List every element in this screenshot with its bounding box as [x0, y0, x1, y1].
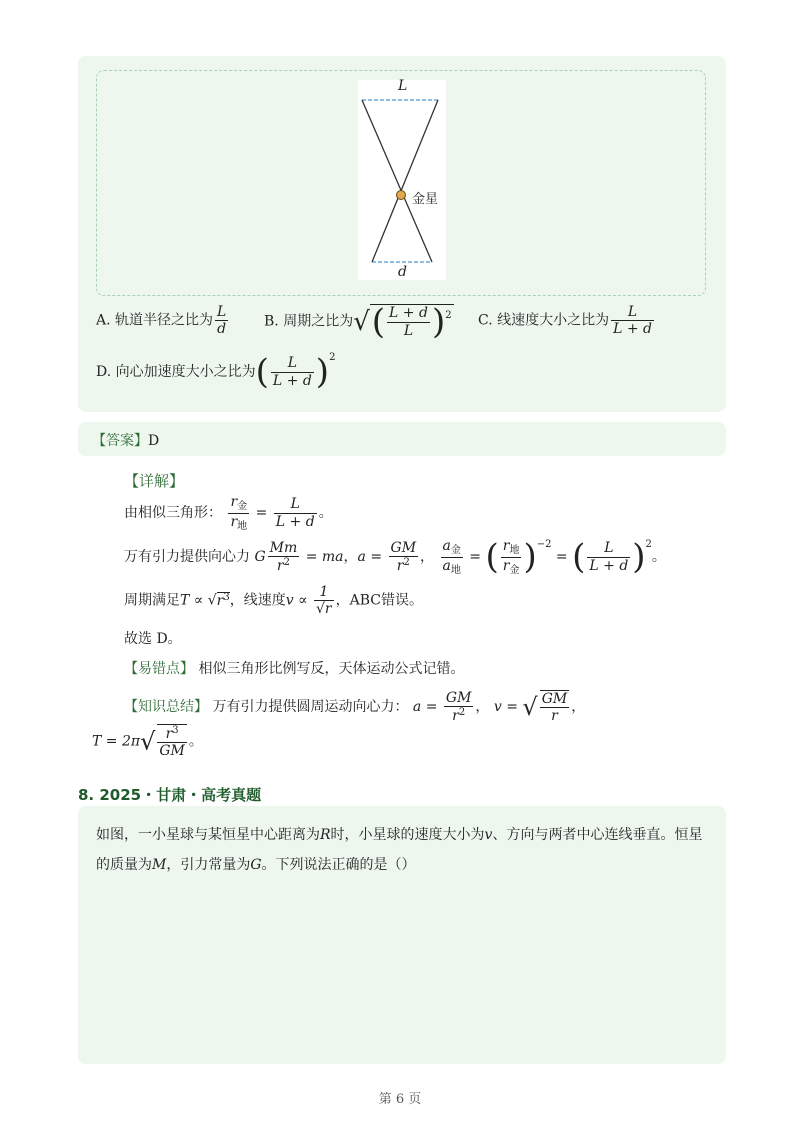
mistake-line	[124, 658, 464, 678]
option-a-text: A. 轨道半径之比为	[96, 312, 214, 329]
section-title: 8. 2025・甘肃・高考真题	[78, 786, 262, 804]
explanation-line-3: 周期满足$T \propto √r^3$，线速度v ∝ $\frac{1}{√r}$ ，ABC错误。	[124, 584, 424, 618]
q2-var-G: G	[250, 857, 262, 873]
option-a-formula: $\frac{L}{d}$	[217, 304, 227, 338]
explanation-heading: 【详解】	[124, 472, 185, 490]
answer-line	[92, 430, 159, 450]
option-c-text: C. 线速度大小之比为	[478, 312, 610, 329]
answer-bar	[78, 422, 726, 456]
q2-part-2: 时，小星球的速度大小为	[330, 827, 485, 843]
answer-label: 【答案】	[92, 433, 148, 449]
q2-part-1: 如图，一小星球与某恒星中心距离为	[96, 827, 320, 843]
explanation-line-4: 故选 D。	[124, 631, 182, 647]
sight-line-1	[362, 100, 432, 262]
q2-var-v: v	[484, 827, 493, 843]
summary-label: 【知识总结】	[124, 699, 208, 716]
venus-dot	[397, 191, 406, 200]
ratio-r: $\frac{r_金}{r_地}$	[230, 494, 248, 532]
ratio-L: $\frac{L}{L + d}$	[275, 496, 315, 530]
option-c	[478, 304, 656, 337]
label-venus: 金星	[412, 192, 439, 207]
explanation-line-3-text-b: ，线速度	[229, 592, 286, 609]
venus-diagram	[358, 80, 446, 280]
option-d	[96, 352, 336, 392]
q2-part-3: 、方向与两者中心连线垂直。恒星的质量为	[96, 827, 703, 873]
explanation-line-3-text-a: 周期满足	[124, 592, 180, 609]
explanation-line-2-text: 万有引力提供向心力	[124, 549, 250, 565]
mistake-label: 【易错点】	[124, 661, 194, 677]
explanation-line-1: 由相似三角形： $\frac{r_金}{r_地}$ = $\frac{L}{L + d}$ 。	[124, 494, 333, 532]
explanation-line-2: 万有引力提供向心力 G $\frac{Mm}{r^2}$ = ma，a = $\frac{GM}{r^2}$ ， $\frac{a_金}{a_地}$ = ( $\frac{r_地}{r_金}$ )$^{-2}$ = ( $\frac{L}{L + d}$ )$^2$。	[124, 537, 666, 577]
q2-var-M: M	[152, 857, 167, 873]
option-b-text: B. 周期之比为	[264, 313, 354, 330]
explanation-line-1-text: 由相似三角形：	[124, 505, 222, 521]
label-L: L	[398, 78, 408, 94]
option-b	[264, 302, 454, 342]
option-d-text: D. 向心加速度大小之比为	[96, 364, 256, 380]
option-a	[96, 304, 230, 337]
option-b-formula: √( $\frac{L + d}{L}$ )$^2$	[353, 302, 452, 342]
mistake-text: 相似三角形比例写反，天体运动公式记错。	[198, 661, 465, 677]
answer-value: D	[148, 433, 160, 449]
option-c-formula: $\frac{L}{L + d}$	[613, 304, 653, 338]
explanation-line-3-text-c: ，ABC错误。	[335, 592, 424, 609]
summary-line: 【知识总结】 万有引力提供圆周运动向心力： a = $\frac{GM}{r^2}$ ， v = √ $\frac{GM}{r}$ ，	[124, 690, 586, 725]
label-d: d	[398, 264, 407, 280]
question-2-text	[96, 820, 708, 880]
summary-text: 万有引力提供圆周运动向心力：	[212, 699, 409, 716]
q2-var-R: R	[320, 827, 331, 843]
page-number: 第 6 页	[378, 1092, 422, 1107]
option-d-formula: ( $\frac{L}{L + d}$ )$^2$	[255, 352, 336, 392]
sight-line-2	[372, 100, 438, 262]
diagram-svg	[358, 80, 446, 280]
q2-part-4: ，引力常量为	[166, 857, 251, 873]
summary-line-2: T = 2π√ $\frac{r^3}{GM}$ 。	[92, 725, 203, 760]
q2-part-5: 。下列说法正确的是（）	[261, 857, 416, 873]
